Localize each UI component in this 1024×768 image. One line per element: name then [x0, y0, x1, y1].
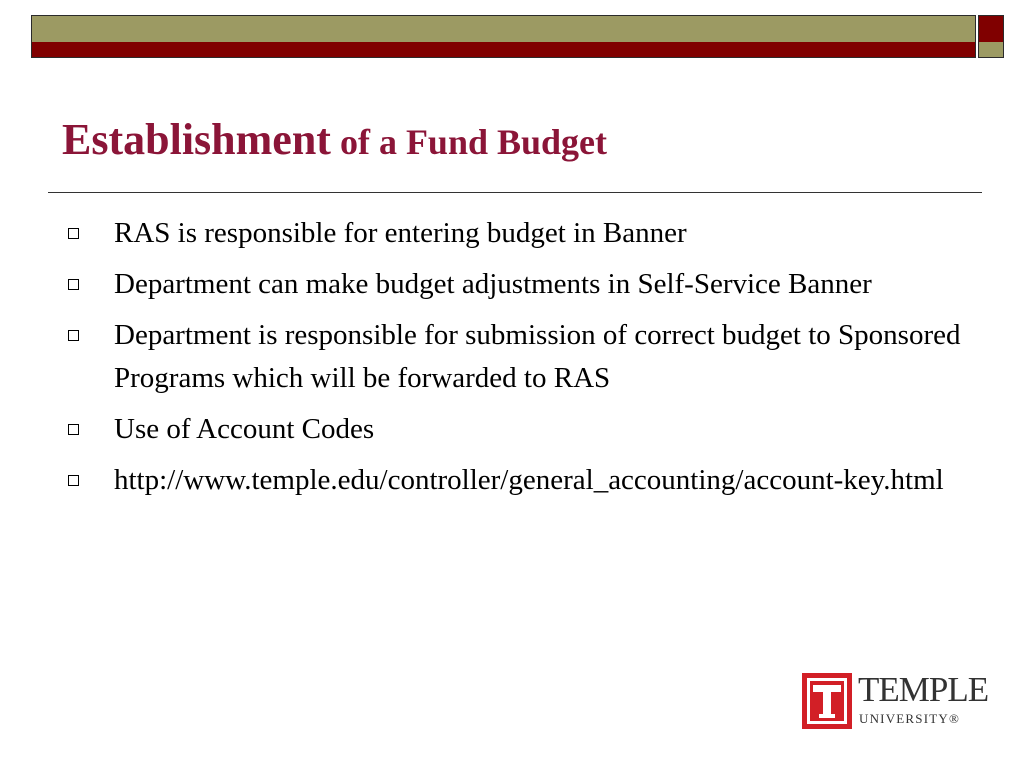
slide-title-rest: of a Fund Budget — [330, 122, 608, 162]
bullet-item — [62, 408, 962, 451]
bullet-item — [62, 459, 962, 502]
header-olive-square — [978, 42, 1004, 58]
temple-university-logo — [802, 670, 1002, 729]
square-bullet-icon — [68, 475, 79, 486]
header-maroon-square — [978, 15, 1004, 43]
bullet-text: Department can make budget adjustments in Self-Service Banner — [114, 268, 872, 300]
title-divider — [48, 192, 982, 193]
bullet-text-url: http://www.temple.edu/controller/general_accounting/account-key.html — [114, 464, 944, 496]
bullet-text: Use of Account Codes — [114, 413, 375, 445]
logo-wordmark: TEMPLE — [858, 670, 989, 709]
slide-title — [62, 115, 608, 164]
square-bullet-icon — [68, 228, 79, 239]
bullet-item — [62, 314, 962, 400]
header-maroon-bar — [31, 42, 976, 58]
bullet-item — [62, 263, 962, 306]
logo-subtitle: UNIVERSITY® — [859, 711, 961, 726]
bullet-list — [62, 212, 962, 510]
slide-title-main: Establishment — [62, 115, 331, 164]
header-olive-bar — [31, 15, 976, 43]
square-bullet-icon — [68, 330, 79, 341]
square-bullet-icon — [68, 424, 79, 435]
square-bullet-icon — [68, 279, 79, 290]
bullet-item — [62, 212, 962, 255]
bullet-text: RAS is responsible for entering budget in Banner — [114, 217, 687, 249]
bullet-text: Department is responsible for submission of correct budget to Sponsored Programs which will be forwarded to RAS — [114, 319, 961, 394]
temple-t-icon — [802, 673, 852, 729]
